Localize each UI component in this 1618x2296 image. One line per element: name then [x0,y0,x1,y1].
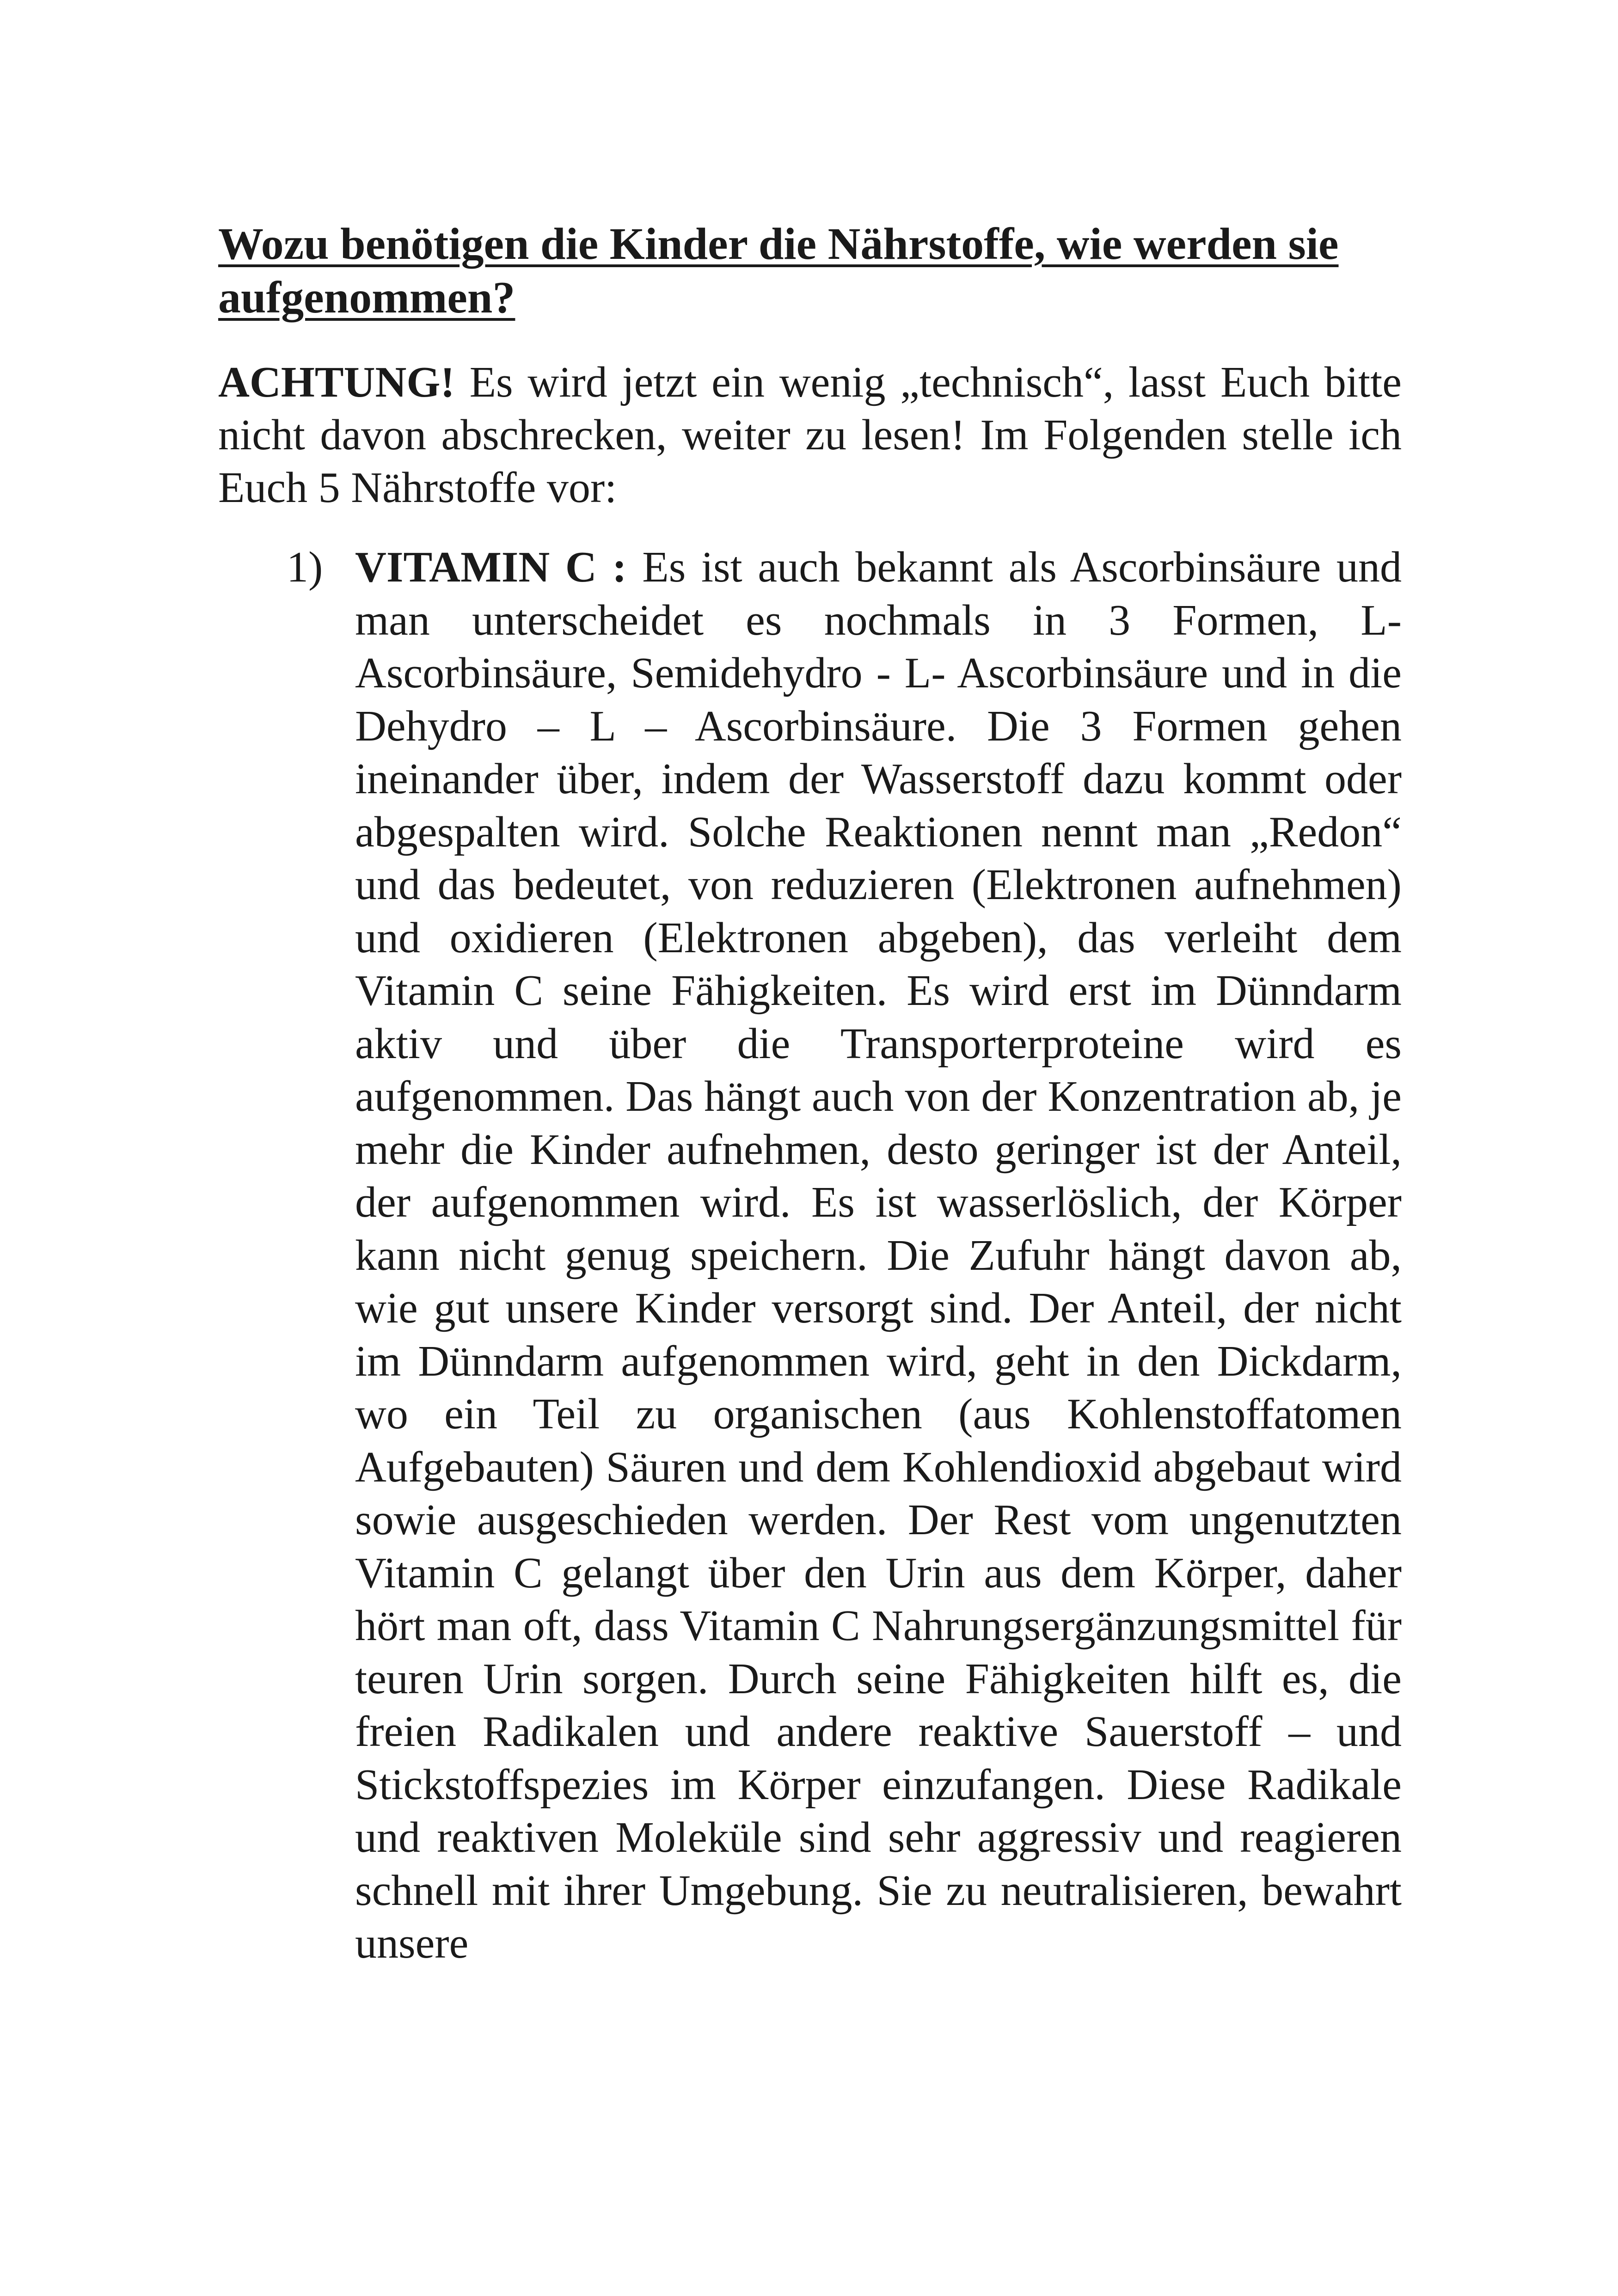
list-item-body [355,541,1402,1970]
intro-lead: ACHTUNG! [218,358,455,406]
intro-paragraph [218,356,1402,514]
intro-text: Es wird jetzt ein wenig „technisch“, lasst Euch bitte nicht davon abschrecken, weiter zu lesen! Im Folgenden stelle ich Euch 5 Nährstoffe vor: [218,358,1402,512]
list-item-term: VITAMIN C : [355,543,627,591]
page-heading: Wozu benötigen die Kinder die Nährstoffe, wie werden sie aufgenommen? [218,219,1339,323]
list-item-text: Es ist auch bekannt als Ascorbinsäure und man unterscheidet es nochmals in 3 Formen, L-Ascorbinsäure, Semidehydro - L- Ascorbinsäure und in die Dehydro – L – Ascorbinsäure. Die 3 Formen gehen ineinander über, indem der Wasserstoff dazu kommt oder abgespalten wird. Solche Reaktionen nennt man „Redon“ und das bedeutet, von reduzieren (Elektronen aufnehmen) und oxidieren (Elektronen abgeben), das verleiht dem Vitamin C seine Fähigkeiten. Es wird erst im Dünndarm aktiv und über die Transporterproteine wird es aufgenommen. Das hängt auch von der Konzentration ab, je mehr die Kinder aufnehmen, desto geringer ist der Anteil, der aufgenommen wird. Es ist wasserlöslich, der Körper kann nicht genug speichern. Die Zufuhr hängt davon ab, wie gut unsere Kinder versorgt sind. Der Anteil, der nicht im Dünndarm aufgenommen wird, geht in den Dickdarm, wo ein Teil zu organischen (aus Kohlenstoffatomen Aufgebauten) Säuren und dem Kohlendioxid abgebaut wird sowie ausgeschieden werden. Der Rest vom ungenutzten Vitamin C gelangt über den Urin aus dem Körper, daher hört man oft, dass Vitamin C Nahrungsergänzungsmittel für teuren Urin sorgen. Durch seine Fähigkeiten hilft es, die freien Radikalen und andere reaktive Sauerstoff – und Stickstoffspezies im Körper einzufangen. Diese Radikale und reaktiven Moleküle sind sehr aggressiv und reagieren schnell mit ihrer Umgebung. Sie zu neutralisieren, bewahrt unsere [355,543,1402,1967]
list-item-number: 1) [287,543,323,591]
